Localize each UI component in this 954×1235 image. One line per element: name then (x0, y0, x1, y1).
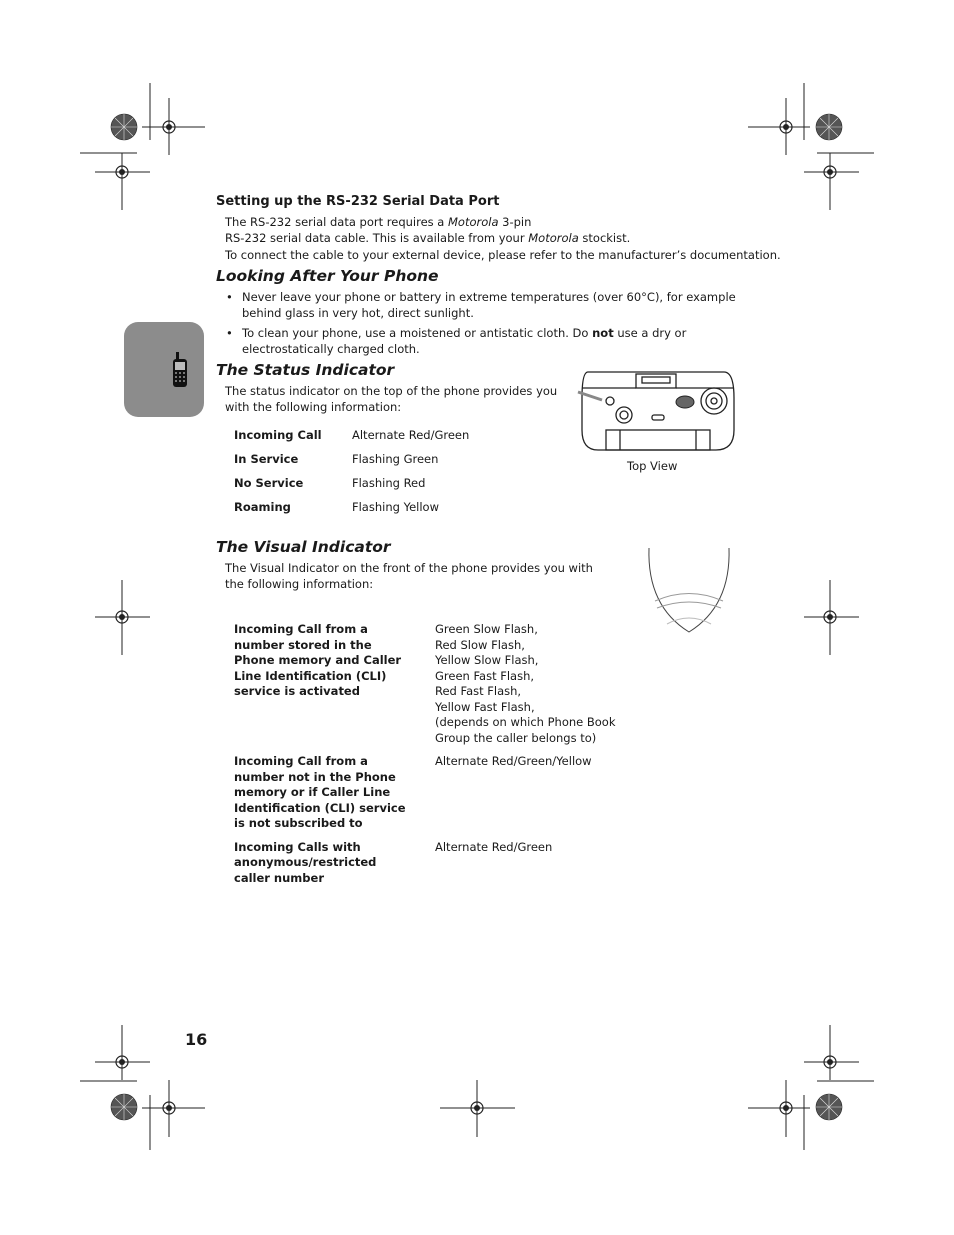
status-row: In Service Flashing Green (234, 452, 439, 466)
page-number: 16 (185, 1030, 208, 1049)
status-row: No Service Flashing Red (234, 476, 426, 490)
top-view-caption: Top View (627, 459, 678, 473)
rs232-line-2: RS-232 serial data cable. This is available from your Motorola stockist. (225, 231, 631, 245)
visual-indicator-heading: The Visual Indicator (216, 538, 391, 556)
visual-row: Incoming Call from a number not in the Phone memory or if Caller Line Identification (CLI) service is not subscribed to Alternate Red/Green/Yellow (234, 754, 592, 830)
rs232-heading: Setting up the RS-232 Serial Data Port (216, 194, 500, 209)
status-indicator-intro: The status indicator on the top of the phone provides you with the following information: (225, 384, 558, 414)
visual-row: Incoming Call from a number stored in the Phone memory and Caller Line Identification (CLI) service is activated Green Slow Flash, Red Slow Flash, Yellow Slow Flash, Green Fast Flash, Red Fast Flash, Yellow Fast Flash, (depends on which Phone Book Group the caller belongs to) (234, 622, 616, 745)
status-row: Incoming Call Alternate Red/Green (234, 428, 470, 442)
care-bullet-1: • Never leave your phone or battery in extreme temperatures (over 60°C), for example behind glass in very hot, direct sunlight. (224, 289, 744, 321)
rs232-line-3: To connect the cable to your external device, please refer to the manufacturer’s documentation. (225, 248, 781, 262)
care-bullet-2: • To clean your phone, use a moistened or antistatic cloth. Do not use a dry or electrostatically charged cloth. (224, 325, 744, 357)
visual-indicator-table (234, 622, 625, 894)
phone-top-view-illustration (576, 368, 738, 458)
rs232-line-1: The RS-232 serial data port requires a Motorola 3-pin (225, 215, 532, 229)
looking-after-heading: Looking After Your Phone (216, 267, 439, 285)
status-row: Roaming Flashing Yellow (234, 500, 439, 514)
care-bullet-list (224, 289, 744, 361)
chapter-tab (124, 322, 204, 417)
mobile-phone-icon (124, 322, 204, 417)
status-indicator-table (234, 428, 469, 524)
visual-indicator-illustration (645, 546, 735, 638)
visual-row: Incoming Calls with anonymous/restricted caller number Alternate Red/Green (234, 839, 553, 885)
status-indicator-heading: The Status Indicator (216, 361, 395, 379)
visual-indicator-intro: The Visual Indicator on the front of the phone provides you with the following information: (225, 561, 593, 591)
